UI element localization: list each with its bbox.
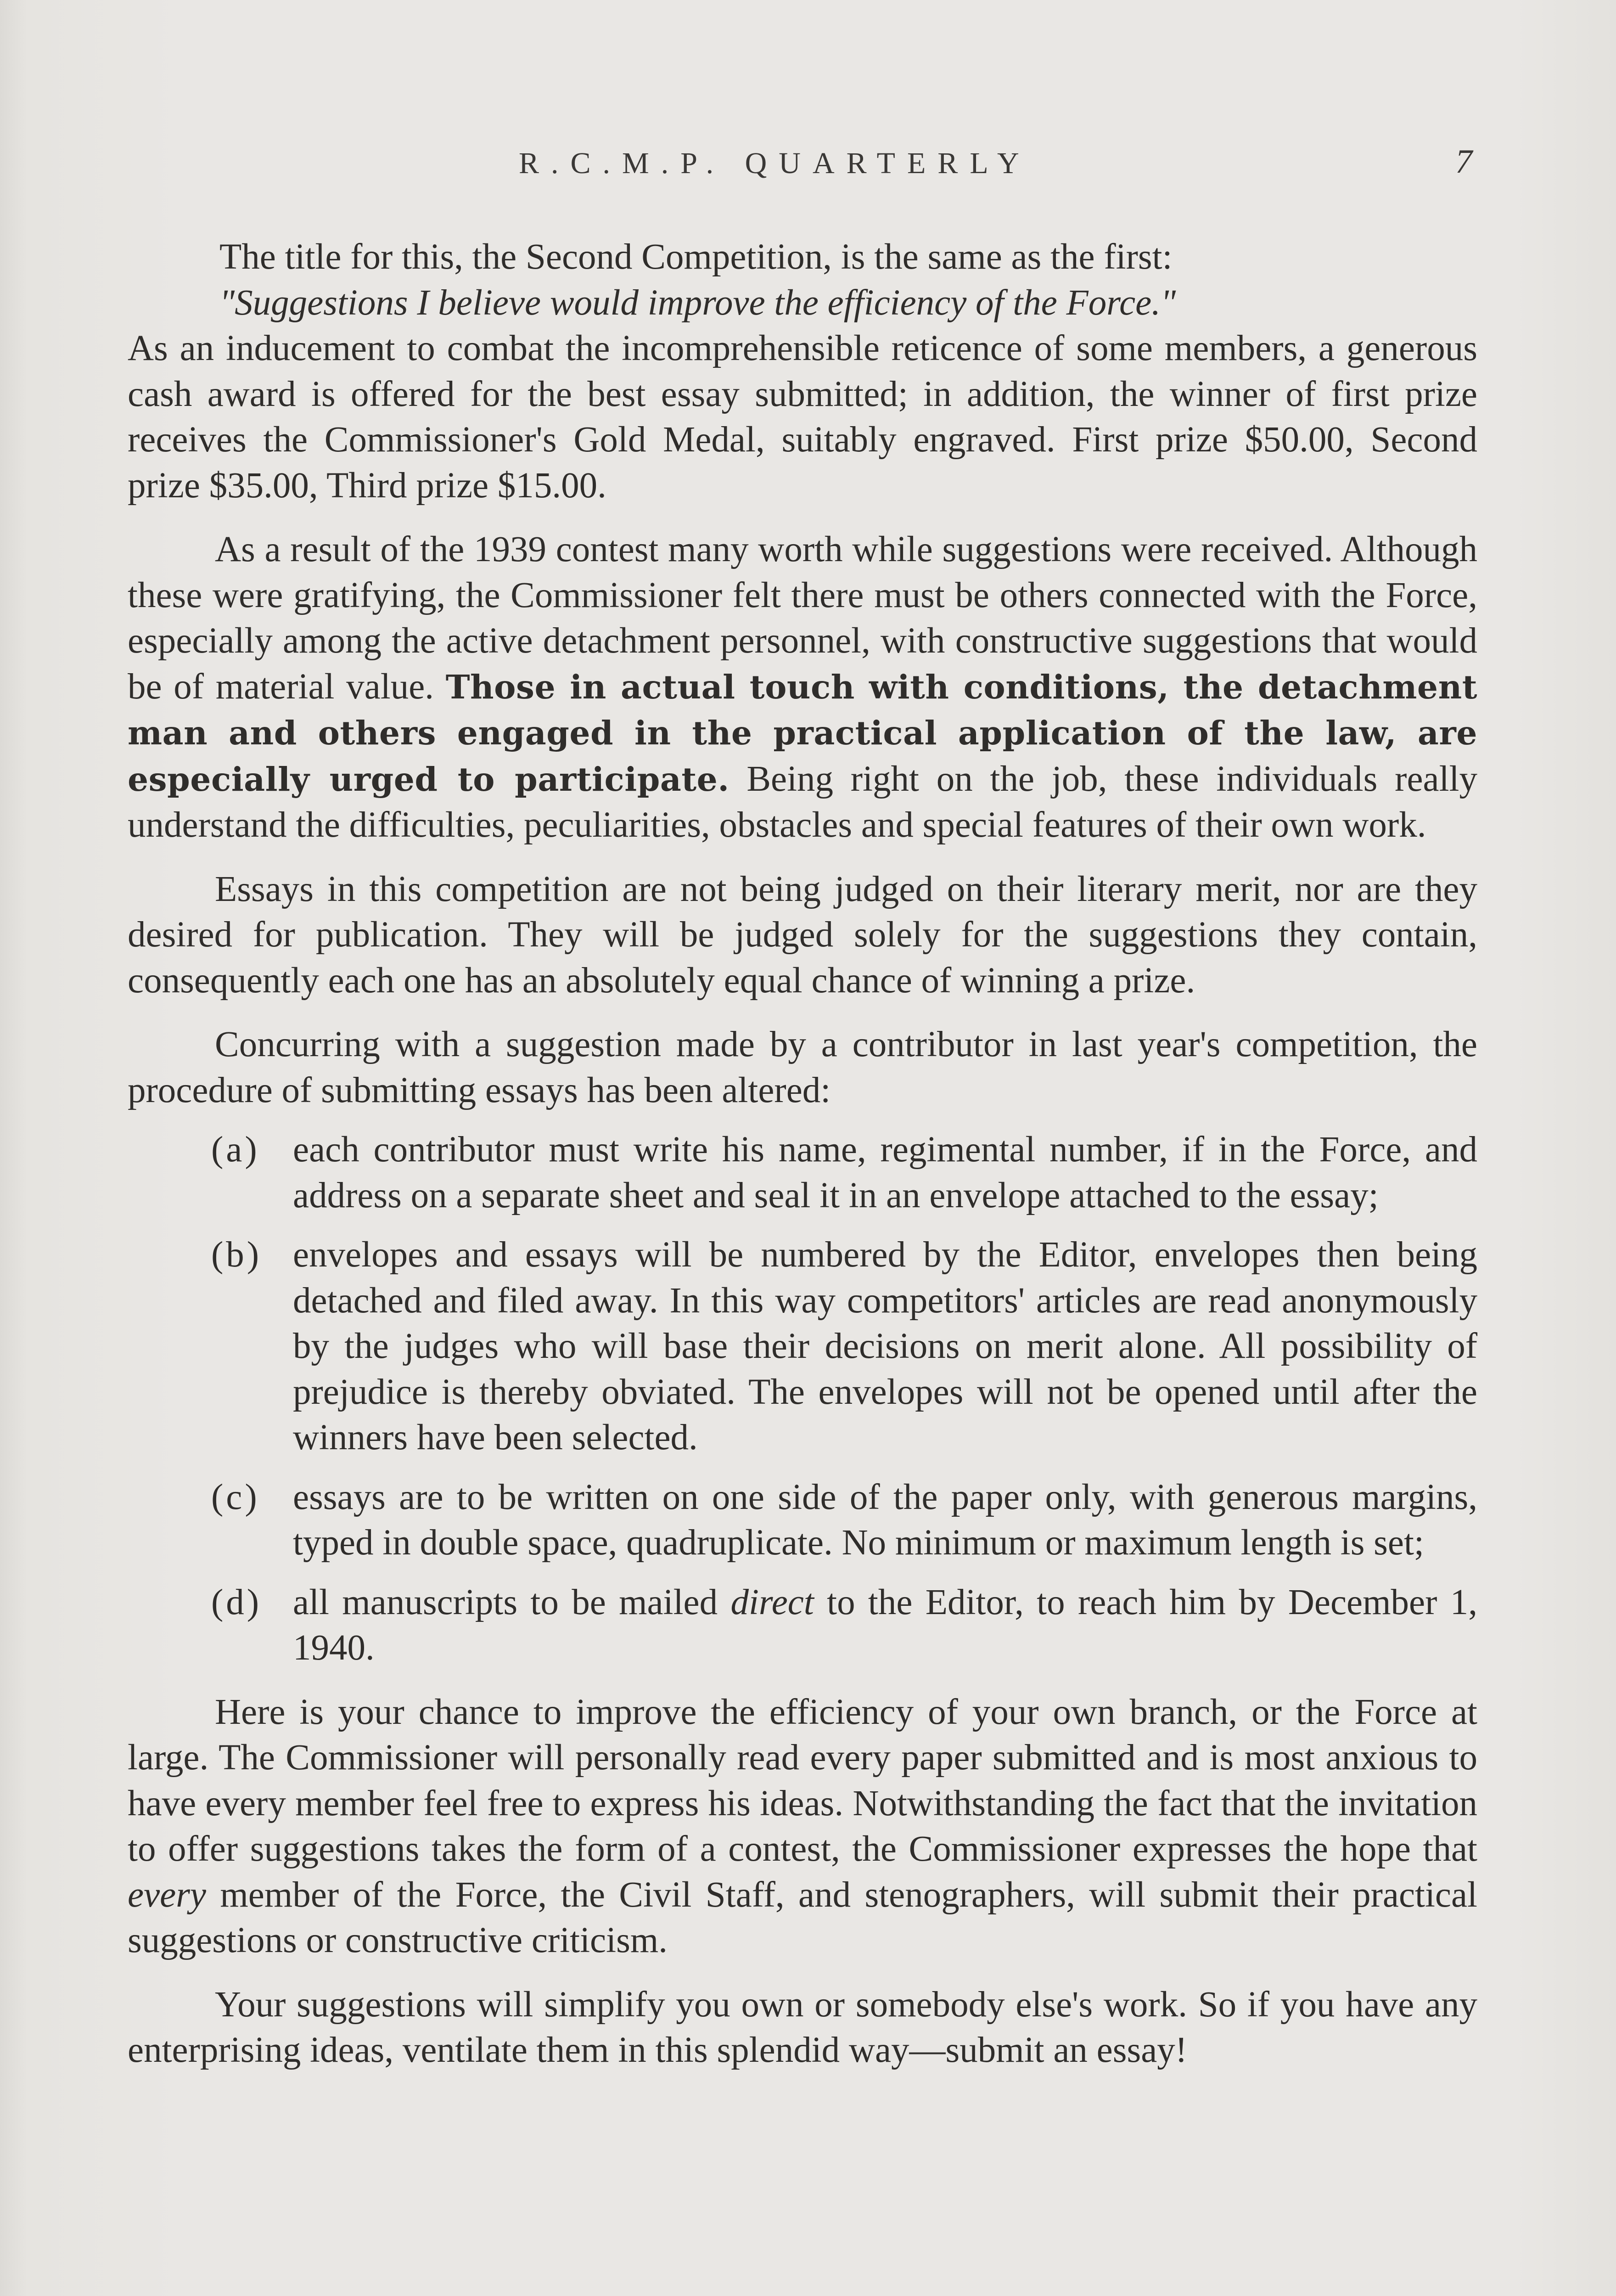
- list-item: [128, 1232, 1477, 1461]
- chance-emphasis: every: [128, 1874, 206, 1915]
- chance-paragraph: [128, 1689, 1477, 1964]
- procedure-list: [128, 1127, 1477, 1671]
- list-marker: (d): [211, 1582, 262, 1622]
- list-item-text-after: to the Editor, to reach him by December 1, 1940.: [293, 1582, 1478, 1668]
- list-marker: (a): [211, 1130, 260, 1170]
- inducement-paragraph: As an inducement to combat the incomprehensible reticence of some members, a generous cash award is offered for the best essay submitted; in addition, the winner of first prize receives the Commissioner's Gold Medal, suitably engraved. First prize $50.00, Second prize $35.00, Third prize $15.00.: [128, 328, 1477, 506]
- list-item-emphasis: direct: [730, 1582, 814, 1622]
- list-marker: (b): [211, 1235, 262, 1275]
- article-body: [128, 234, 1477, 2073]
- list-item: [128, 1474, 1477, 1566]
- intro-line: The title for this, the Second Competition, is the same as the first:: [219, 237, 1173, 277]
- result-text-end: Being right on the job, these individuals really understand the difficulties, peculiarities, obstacles and special features of their own work.: [128, 759, 1477, 845]
- result-text-start: As a result of the 1939 contest many worth while suggestions were received. Although these were gratifying, the Commissioner felt there must be others connected with the Force, especially among the active detachment personnel, with constructive suggestions that would be of material value.: [128, 529, 1477, 707]
- chance-text-end: member of the Force, the Civil Staff, and stenographers, will submit their practical suggestions or constructive criticism.: [128, 1874, 1478, 1960]
- result-paragraph: [128, 527, 1477, 848]
- list-item-text: envelopes and essays will be numbered by the Editor, envelopes then being detached and filed away. In this way competitors' articles are read anonymously by the judges who will base their decisions on merit alone. All possibility of prejudice is thereby obviated. The envelopes will not be opened until after the winners have been selected.: [293, 1235, 1477, 1458]
- result-bold-emphasis: Those in actual touch with conditions, the detachment man and others engaged in the practical application of the law, are especially urged to participate.: [128, 667, 1477, 799]
- competition-title-text: "Suggestions I believe would improve the efficiency of the Force.": [219, 282, 1176, 323]
- list-item: [128, 1127, 1477, 1218]
- chance-text-start: Here is your chance to improve the efficiency of your own branch, or the Force at large. The Commissioner will personally read every paper submitted and is most anxious to have every member feel free to express his ideas. Notwithstanding the fact that the invitation to offer suggestions takes the form of a contest, the Commissioner expresses the hope that: [128, 1692, 1477, 1869]
- competition-title-quote: [128, 280, 1477, 326]
- list-marker: (c): [211, 1477, 260, 1517]
- closing-paragraph: Your suggestions will simplify you own or somebody else's work. So if you have any enterprising ideas, ventilate them in this splendid way—submit an essay!: [128, 1984, 1477, 2070]
- list-item: [128, 1580, 1477, 1671]
- list-item-text: essays are to be written on one side of the paper only, with generous margins, typed in double space, quadruplicate. No minimum or maximum length is set;: [293, 1477, 1477, 1563]
- list-item-text-before: all manuscripts to be mailed: [293, 1582, 718, 1622]
- running-header: [0, 143, 1616, 183]
- concurring-paragraph: Concurring with a suggestion made by a contributor in last year's competition, the procedure of submitting essays has been altered:: [128, 1024, 1477, 1110]
- list-item-text: each contributor must write his name, regimental number, if in the Force, and address on a separate sheet and seal it in an envelope attached to the essay;: [293, 1130, 1477, 1216]
- essays-paragraph: Essays in this competition are not being judged on their literary merit, nor are they desired for publication. They will be judged solely for the suggestions they contain, consequently each one has an absolutely equal chance of winning a prize.: [128, 869, 1477, 1001]
- running-title: R.C.M.P. QUARTERLY: [519, 146, 1031, 180]
- page-number: 7: [1455, 143, 1472, 180]
